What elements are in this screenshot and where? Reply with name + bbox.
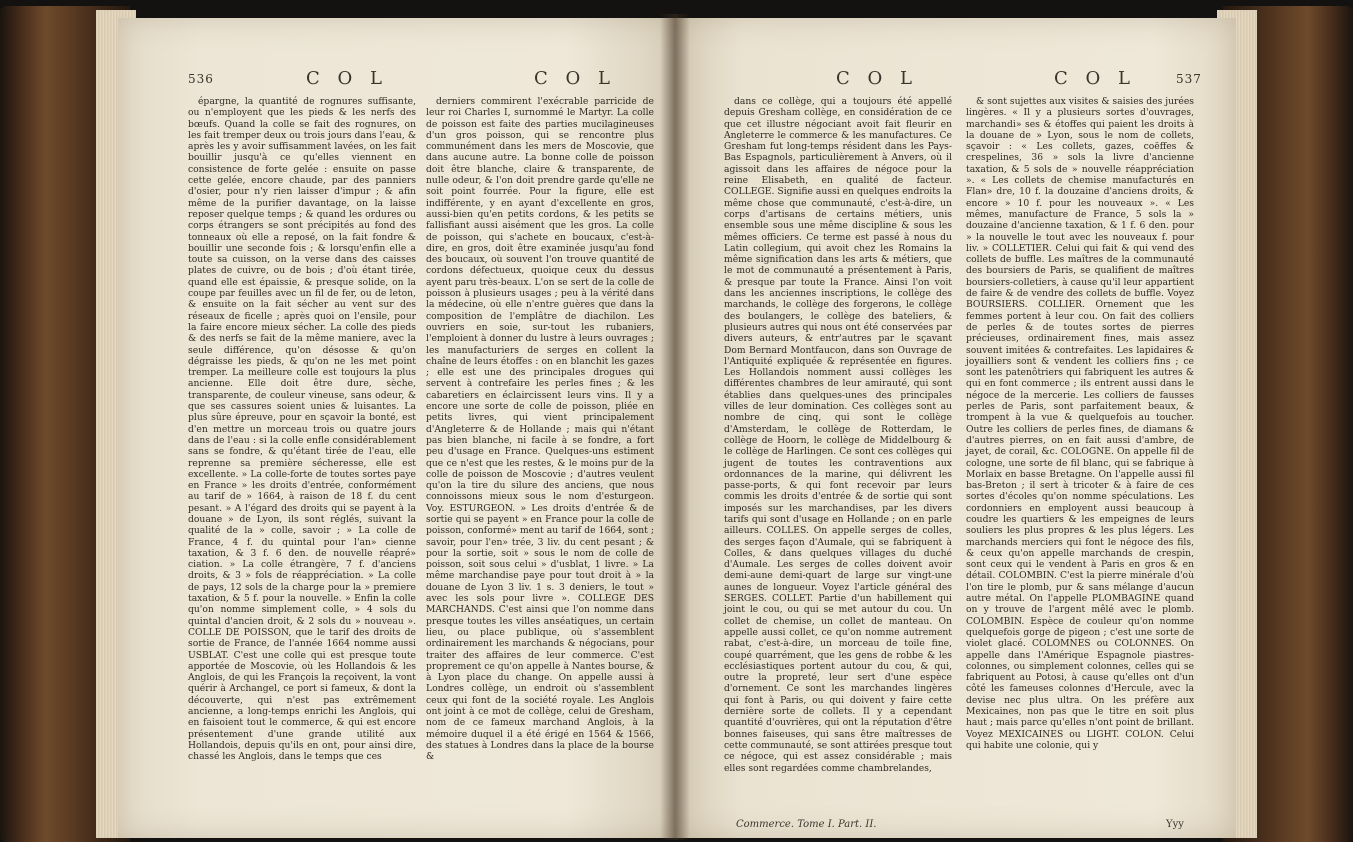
- column-text: épargne, la quantité de rognures suffisante, ou n'employent que les pieds & les nerfs des bœufs. Quand la colle se fait des rognures, on les fait tremper deux ou trois jours dans l'eau, & après les y avoir suffisamment lavées, on les fait bouillir jusqu'à ce qu'elles viennent en consistence de forte gelée : ensuite on passe cette gelée, encore chaude, par des panniers d'osier, pour n'y rien laisser d'impur ; & afin même de la purifier davantage, on la laisse reposer quelque temps ; & quand les ordures ou corps étrangers se sont précipités au fond des tonneaux où elle a reposé, on la fait fondre & bouillir une seconde fois ; & lorsqu'enfin elle a toute sa cuisson, on la verse dans des caisses plates de cuivre, ou de bois ; d'où étant tirée, quand elle est épaissie, & presque solide, on la coupe par feuilles avec un fil de fer, ou de leton, & ensuite on la fait sécher au vent sur des réseaux de ficelle ; après quoi on l'ensile, pour la faire encore mieux sécher. La colle des pieds & des nerfs se fait de la même maniere, avec la seule différence, qu'on désosse & qu'on dégraisse les pieds, & qu'on ne les met point tremper. La meilleure colle est toujours la plus ancienne. Elle doit être dure, sèche, transparente, de couleur vineuse, sans odeur, & que ses cassures soient unies & luisantes. La plus sûre épreuve, pour en sçavoir la bonté, est d'en mettre un morceau trois ou quatre jours dans de l'eau : si la colle enfle considérablement sans se fondre, & qu'étant tirée de l'eau, elle reprenne sa première sécheresse, elle est excellente. » La colle-forte de toutes sortes paye en France » les droits d'entrée, conformément au tarif de » 1664, à raison de 18 f. du cent pesant. » A l'égard des droits qui se payent à la douane » de Lyon, ils sont réglés, suivant la qualité de la » colle, savoir ; » La colle de France, 4 f. du quintal pour l'an» cienne taxation, & 3 f. 6 den. de nouvelle réapré» ciation. » La colle étrangère, 7 f. d'anciens droits, & 3 » fols de réappréciation. » La colle de pays, 12 sols de la charge pour la » premiere taxation, & 5 f. pour la nouvelle. » Enfin la colle qu'on nomme simplement colle, » 4 sols du quintal d'ancien droit, & 2 sols du » nouveau ». COLLE DE POISSON, que le tarif des droits de sortie de France, de l'année 1664 nomme aussi USBLAT. C'est une colle qui est presque toute apportée de Moscovie, où les Hollandois & les Anglois, de qui les François la reçoivent, la vont quérir à Archangel, ce port si fameux, & dont la découverte, qui n'est pas extrêmement ancienne, a long-temps enrichi les Anglois, qui en faisoient tout le commerce, & qui est encore présentement d'une grande utilité aux Hollandois, depuis qu'ils en ont, pour ainsi dire, chassé les Anglois, dans le temps que ces: [188, 96, 416, 763]
- running-head-left-col2: C O L: [534, 68, 616, 89]
- running-head-left-col1: C O L: [306, 68, 388, 89]
- column-text: & sont sujettes aux visites & saisies des jurées lingères. « Il y a plusieurs sortes d'ouvrages, marchandi» ses & étoffes qui paient les droits à la douane de » Lyon, sous le nom de collets, sçavoir : « Les collets, gazes, coëffes & crespelines, 36 » sols la livre d'ancienne taxation, & 5 sols de » nouvelle réappréciation ». « Les collets de chemise manufacturés en Flan» dre, 10 f. la douzaine d'anciens droits, & encore » 10 f. pour les nouveaux ». « Les mêmes, manufacture de France, 5 sols la » douzaine d'ancienne taxation, & 1 f. 6 den. pour » la nouvelle le tout avec les nouveaux f. pour liv. » COLLETIER. Celui qui fait & qui vend des collets de buffle. Les maîtres de la communauté des boursiers de Paris, se qualifient de maîtres boursiers-colletiers, à cause qu'il leur appartient de faire & de vendre des collets de buffle. Voyez BOURSIERS. COLLIER. Ornement que les femmes portent à leur cou. On fait des colliers de perles & de toutes sortes de pierres précieuses, ordinairement fines, mais assez souvent imitées & contrefaites. Les lapidaires & joyailliers sont & vendent les colliers fins ; ce sont les patenôtriers qui fabriquent les autres & qui en font commerce ; ils entrent aussi dans le négoce de la mercerie. Les colliers de fausses perles de Paris, sont parfaitement beaux, & trompent à la vue & quelquefois au toucher. Outre les colliers de perles fines, de diamans & d'autres pierres, on en fait aussi d'ambre, de jayet, de corail, &c. COLOGNE. On appelle fil de cologne, une sorte de fil blanc, qui se fabrique à Morlaix en basse Bretagne. On l'appelle aussi fil bas-Breton ; il sert à tricoter & à faire de ces sortes d'écoles qu'on nomme spéculations. Les cordonniers en employent aussi beaucoup à coudre les quartiers & les empeignes de leurs souliers les plus propres & les plus légers. Les marchands merciers qui font le négoce des fils, & ceux qu'on appelle marchands de crespin, sont ceux qui le vendent à Paris en gros & en détail. COLOMBIN. C'est la pierre minérale d'où l'on tire le plomb, pur & sans mélange d'aucun autre métal. On l'appelle PLOMBAGINE quand on y trouve de l'argent mêlé avec le plomb. COLOMBIN. Espèce de couleur qu'on nomme quelquefois gorge de pigeon ; c'est une sorte de violet glacé. COLOMNES ou COLONNES. On appelle dans l'Amérique Espagnole piastres-colonnes, ou simplement colonnes, celles qui se fabriquent au Potosi, à cause qu'elles ont d'un côté les fameuses colonnes d'Hercule, avec la devise nec plus ultra. On les préfère aux Mexicaines, non pas que le titre en soit plus haut ; mais parce qu'elles n'ont point de brillant. Voyez MEXICAINES ou LIGHT. COLON. Celui qui habite une colonie, qui y: [966, 96, 1194, 751]
- page-number-left: 536: [188, 72, 214, 86]
- running-head-right-col2: C O L: [1054, 68, 1136, 89]
- page-number-right: 537: [1176, 72, 1202, 86]
- book-gutter: [660, 14, 690, 840]
- catchword: Yyy: [1166, 819, 1184, 830]
- running-head-right-col1: C O L: [836, 68, 918, 89]
- right-page: [676, 18, 1236, 838]
- text-column-right-2: [966, 96, 1194, 826]
- text-column-left-1: [188, 96, 416, 836]
- signature-mark: Commerce. Tome I. Part. II.: [736, 819, 877, 830]
- text-column-right-1: [724, 96, 952, 826]
- text-column-left-2: [426, 96, 654, 836]
- left-page: [118, 18, 678, 838]
- column-text: dans ce collège, qui a toujours été appellé depuis Gresham collège, en considération de ce que cet illustre négociant avoit fait fleurir en Angleterre le commerce & les manufactures. Ce Gresham fut long-temps résident dans les Pays-Bas Espagnols, particulièrement à Anvers, où il agissoit dans les affaires de négoce pour la reine Elisabeth, en qualité de facteur. COLLEGE. Signifie aussi en quelques endroits la même chose que communauté, c'est-à-dire, un corps d'artisans de certains métiers, unis ensemble sous une même discipline & sous les mêmes officiers. Ce terme est passé à nous du Latin collegium, qui avoit chez les Romains la même signification dans les arts & métiers, que le mot de communauté a présentement à Paris, & presque par toute la France. Ainsi l'on voit dans les anciennes inscriptions, le collège des marchands, le collège des forgerons, le collège des boulangers, le collège des bateliers, & plusieurs autres qui nous ont été conservées par divers auteurs, & entr'autres par le sçavant Dom Bernard Montfaucon, dans son Ouvrage de l'Antiquité expliquée & représentée en figures. Les Hollandois nomment aussi collèges les différentes chambres de leur amirauté, qui sont établies dans quelques-unes des principales villes de leur domination. Ces collèges sont au nombre de cinq, qui sont le collège d'Amsterdam, le collège de Rotterdam, le collège de Hoorn, le collège de Middelbourg & le collège de Harlingen. Ce sont ces collèges qui jugent de toutes les contraventions aux ordonnances de la marine, qui délivrent les passe-ports, & qui font recevoir par leurs commis les droits d'entrée & de sortie qui sont imposés sur les marchandises, par les divers tarifs qui sont d'usage en Hollande ; on en parle ailleurs. COLLES. On appelle serges de colles, des serges façon d'Aumale, qui se fabriquent à Colles, & dans quelques villages du duché d'Aumale. Les serges de colles doivent avoir demi-aune demi-quart de large sur vingt-une aunes de longueur. Voyez l'article général des SERGES. COLLET. Partie d'un habillement qui joint le cou, ou qui se met autour du cou. Un collet de chemise, un collet de manteau. On appelle aussi collet, ce qu'on nomme autrement rabat, c'est-à-dire, un morceau de toile fine, coupé quarrément, que les gens de robbe & les ecclésiastiques portent autour du cou, & qui, outre la propreté, leur sert d'une espèce d'ornement. Ce sont les marchandes lingères qui font à Paris, ou qui doivent y faire cette dernière sorte de collets. Il y a cependant quantité d'ouvrières, qui ont la réputation d'être bonnes faiseuses, qui sans être maîtresses de cette communauté, se sont attirées presque tout ce négoce, qui est assez considérable ; mais elles sont regardées comme chambrelandes,: [724, 96, 952, 774]
- column-text: derniers commirent l'exécrable parricide de leur roi Charles I, surnommé le Martyr. La colle de poisson est faite des parties mucilagineuses d'un gros poisson, qui se rencontre plus communément dans les mers de Moscovie, que dans aucune autre. La bonne colle de poisson doit être blanche, claire & transparente, de nulle odeur, & l'on doit prendre garde qu'elle ne soit point fourrée. Pour la figure, elle est indifférente, y en ayant d'excellente en gros, aussi-bien qu'en petits cordons, & les petits se fallisfiant aussi aisément que les gros. La colle de poisson, qui s'achete en boucaux, c'est-à-dire, en gros, doit être examinée jusqu'au fond des boucaux, où souvent l'on trouve quantité de cordons défectueux, quoique ceux du dessus ayent paru très-beaux. L'on se sert de la colle de poisson à plusieurs usages ; peu à la vérité dans la médecine, où elle n'entre guères que dans la composition de l'emplâtre de diachilon. Les ouvriers en soie, sur-tout les rubaniers, l'emploient à donner du lustre à leurs ouvrages ; les manufacturiers de serges en collent la chaîne de leurs étoffes : on en blanchit les gazes ; elle est une des principales drogues qui servent à contrefaire les perles fines ; & les cabaretiers en éclaircissent leurs vins. Il y a encore une sorte de colle de poisson, pliée en petits livres, qui vient principalement d'Angleterre & de Hollande ; mais qui n'étant pas bien blanche, ni facile à se fondre, a fort peu d'usage en France. Quelques-uns estiment que ce n'est que les restes, & le moins pur de la colle de poisson de Moscovie ; d'autres veulent qu'on la tire du silure des anciens, que nous connoissons mieux sous le nom d'esturgeon. Voy. ESTURGEON. » Les droits d'entrée & de sortie qui se payent » en France pour la colle de poisson, conformé» ment au tarif de 1664, sont ; savoir, pour l'en» trée, 3 liv. du cent pesant ; & pour la sortie, soit » sous le nom de colle de poisson, soit sous celui » d'usblat, 1 livre. » La même marchandise paye pour tout droit à » la douane de Lyon 3 liv. 1 s. 3 deniers, le tout » avec les sols pour livre ». COLLEGE DES MARCHANDS. C'est ainsi que l'on nomme dans presque toutes les villes anséatiques, un certain lieu, ou place publique, où s'assemblent ordinairement les marchands & négocians, pour traiter des affaires de leur commerce. C'est proprement ce qu'on appelle à Nantes bourse, & à Lyon place du change. On appelle aussi à Londres collège, un endroit où s'assemblent ceux qui font de la société royale. Les Anglois ont joint à ce mot de collège, celui de Gresham, nom de ce fameux marchand Anglois, à la mémoire duquel il a été érigé en 1564 & 1566, des statues à Londres dans la place de la bourse &: [426, 96, 654, 763]
